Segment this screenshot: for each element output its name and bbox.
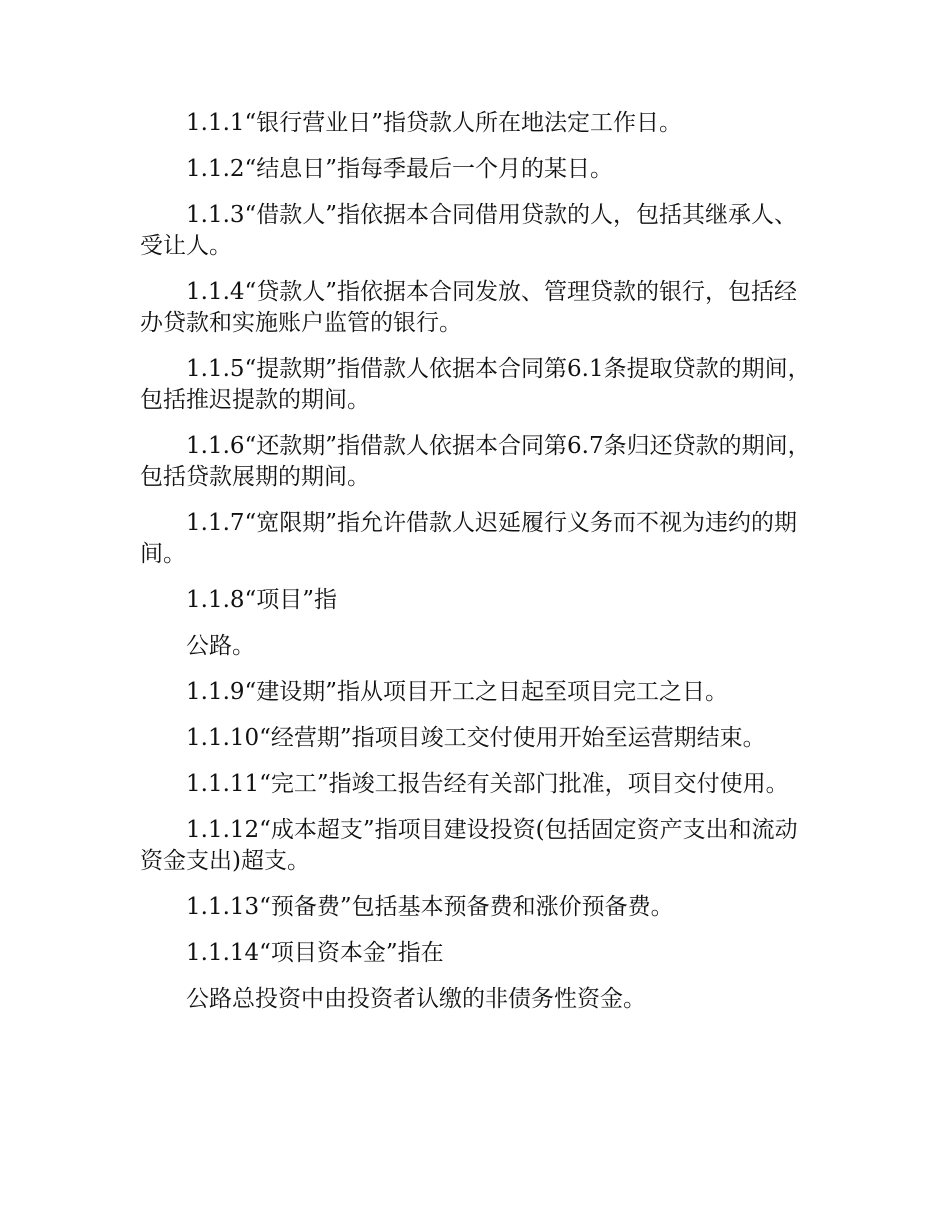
definition-1-1-14: 1.1.14“项目资本金”指在 bbox=[186, 940, 444, 966]
definition-1-1-7: 1.1.7“宽限期”指允许借款人迟延履行义务而不视为违约的期间。 bbox=[140, 510, 798, 567]
definition-1-1-3: 1.1.3“借款人”指依据本合同借用贷款的人，包括其继承人、受让人。 bbox=[140, 202, 798, 259]
definition-1-1-1: 1.1.1“银行营业日”指贷款人所在地法定工作日。 bbox=[186, 110, 683, 136]
definition-1-1-5: 1.1.5“提款期”指借款人依据本合同第6.1条提取贷款的期间，包括推迟提款的期间。 bbox=[140, 356, 811, 413]
definition-1-1-9: 1.1.9“建设期”指从项目开工之日起至项目完工之日。 bbox=[186, 679, 729, 705]
definition-1-1-2: 1.1.2“结息日”指每季最后一个月的某日。 bbox=[186, 156, 614, 182]
document-body bbox=[140, 108, 815, 1030]
definition-1-1-8-continuation: 公路。 bbox=[186, 633, 255, 659]
definition-1-1-10: 1.1.10“经营期”指项目竣工交付使用开始至运营期结束。 bbox=[186, 725, 766, 751]
definition-1-1-13: 1.1.13“预备费”包括基本预备费和涨价预备费。 bbox=[186, 894, 674, 920]
definition-1-1-6: 1.1.6“还款期”指借款人依据本合同第6.7条归还贷款的期间，包括贷款展期的期间。 bbox=[140, 433, 811, 490]
definition-1-1-11: 1.1.11“完工”指竣工报告经有关部门批准，项目交付使用。 bbox=[186, 771, 789, 797]
definition-1-1-4: 1.1.4“贷款人”指依据本合同发放、管理贷款的银行，包括经办贷款和实施账户监管的银行。 bbox=[140, 279, 798, 336]
definition-1-1-12: 1.1.12“成本超支”指项目建设投资(包括固定资产支出和流动资金支出)超支。 bbox=[140, 817, 798, 874]
definition-1-1-8: 1.1.8“项目”指 bbox=[186, 587, 338, 613]
definition-1-1-14-continuation: 公路总投资中由投资者认缴的非债务性资金。 bbox=[186, 986, 646, 1012]
